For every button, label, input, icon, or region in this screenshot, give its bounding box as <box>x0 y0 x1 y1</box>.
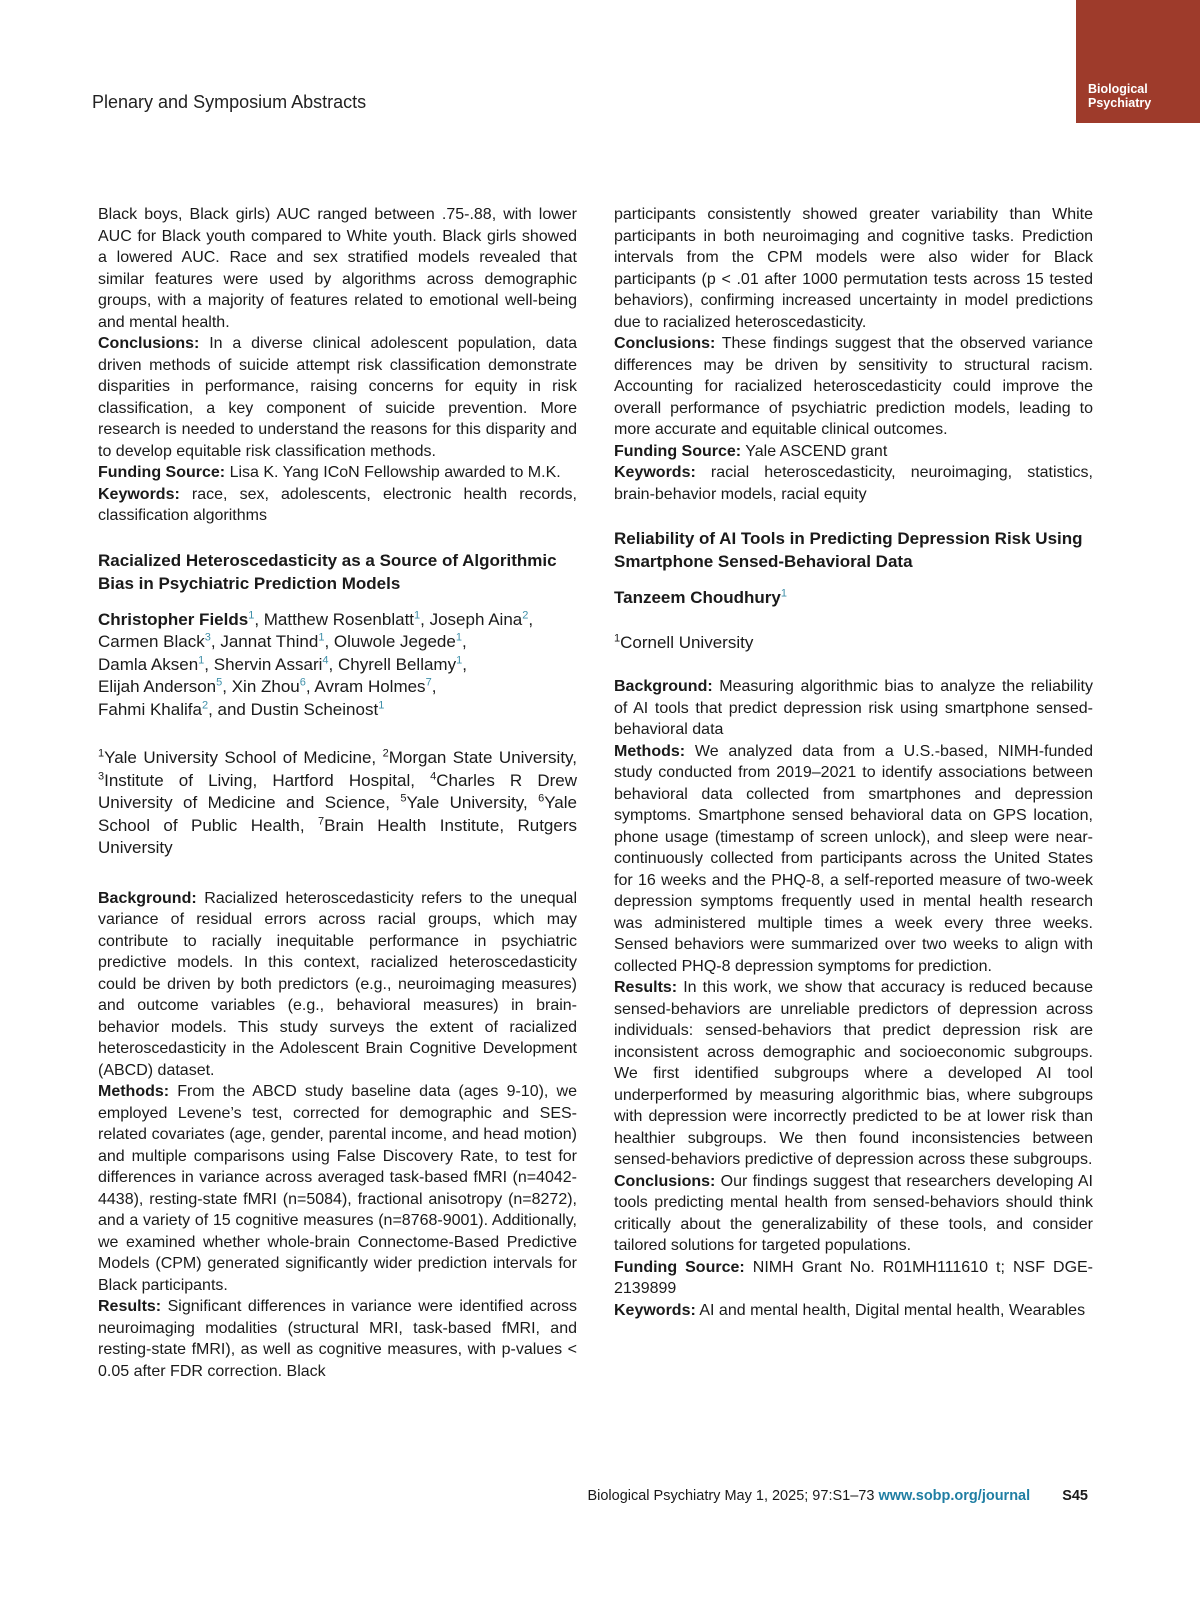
author-name: Christopher Fields <box>98 609 249 629</box>
author-affiliation-marker: 1 <box>456 653 463 666</box>
methods-label: Methods: <box>98 1083 170 1100</box>
author-separator: , <box>222 677 232 696</box>
conclusions-text: These findings suggest that the observed variance differences may be driven by sensitivity to structural racism. Accounting for racialized heteroscedasticity could improve the overall performance of psychiatric prediction models, leading to more accurate and equitable clinical outcomes. <box>614 335 1093 438</box>
author-separator: , <box>204 654 214 674</box>
author-separator: , and <box>208 699 251 719</box>
author-list <box>614 587 1093 610</box>
keywords-text: racial heteroscedasticity, neuroimaging, statistics, brain-behavior models, racial equity <box>614 464 1094 503</box>
author-affiliation-marker: 7 <box>425 676 432 689</box>
affiliation-text: Charles R Drew University of Medicine and Science, <box>98 770 577 812</box>
background-label: Background: <box>614 678 713 695</box>
affiliation-number: 2 <box>382 747 389 760</box>
affiliation-number: 4 <box>430 769 437 782</box>
author-name: Joseph Aina <box>429 609 523 629</box>
author-affiliation-marker: 2 <box>522 608 529 621</box>
results-section <box>614 977 1093 1171</box>
author-affiliation-marker: 1 <box>318 631 325 644</box>
author-affiliation-marker: 3 <box>204 631 211 644</box>
author-affiliation-marker: 4 <box>322 653 329 666</box>
results-label: Results: <box>98 1298 162 1315</box>
conclusions-label: Conclusions: <box>614 335 716 352</box>
journal-tab-line1: Biological <box>1088 82 1148 96</box>
author-name: Xin Zhou <box>231 677 300 696</box>
funding-text: Lisa K. Yang ICoN Fellowship awarded to M.K. <box>229 464 561 481</box>
funding-label: Funding Source: <box>98 464 226 481</box>
author-name: Tanzeem Choudhury <box>614 588 781 607</box>
keywords-section <box>614 462 1093 505</box>
background-label: Background: <box>98 889 197 907</box>
author-separator: , <box>324 632 334 651</box>
affiliation-text: Yale University School of Medicine, <box>104 748 383 767</box>
author-name: Elijah Anderson <box>98 677 217 696</box>
affiliation-number: 1 <box>614 631 621 644</box>
affiliation-list <box>98 747 577 860</box>
author-name: Oluwole Jegede <box>333 632 456 651</box>
abstract-title: Racialized Heteroscedasticity as a Source of Algorithmic Bias in Psychiatric Prediction Models <box>98 550 557 593</box>
funding-label: Funding Source: <box>614 442 742 460</box>
conclusions-text: Our findings suggest that researchers developing AI tools predicting mental health from sensed-behaviors should think critically about the generalizability of these tools, and consider tailored solutions for targeted populations. <box>614 1172 1094 1254</box>
author-affiliation-marker: 5 <box>216 676 223 689</box>
funding-section <box>614 1257 1093 1300</box>
author-name: Dustin Scheinost <box>250 699 379 719</box>
abstract-title: Reliability of AI Tools in Predicting Depression Risk Using Smartphone Sensed-Behavioral Data <box>614 529 1083 571</box>
conclusions-label: Conclusions: <box>98 335 200 352</box>
affiliation-number: 5 <box>400 792 407 805</box>
author-name: Carmen Black <box>98 632 205 651</box>
funding-text: Yale ASCEND grant <box>745 442 888 460</box>
affiliation-text: Cornell University <box>620 632 754 652</box>
author-name: Damla Aksen <box>98 654 199 674</box>
results-label: Results: <box>614 979 678 996</box>
conclusions-section <box>98 333 577 462</box>
conclusions-text: In a diverse clinical adolescent population, data driven methods of suicide attempt risk classification demonstrate disparities in performance, raising concerns for equity in risk classification, a key component of suicide prevention. More research is needed to understand the reasons for this disparity and to develop equitable risk classification methods. <box>98 335 577 460</box>
continued-paragraph: Black boys, Black girls) AUC ranged between .75-.88, with lower AUC for Black youth compared to White youth. Black girls showed a lowered AUC. Race and sex stratified models revealed that similar features were used by algorithms across demographic groups, with a majority of features related to emotional well-being and mental health. <box>98 206 577 331</box>
funding-section <box>614 441 1093 463</box>
author-separator: , <box>461 632 467 651</box>
author-name: Avram Holmes <box>314 677 426 696</box>
conclusions-section <box>614 333 1093 441</box>
author-name: Matthew Rosenblatt <box>263 609 415 629</box>
methods-text: From the ABCD study baseline data (ages 9-10), we employed Levene’s test, corrected for demographic and SES-related covariates (age, gender, parental income, and head motion) and multiple comparisons using False Discovery Rate, to test for differences in variance across averaged task-based fMRI (n=4042-4438), resting-state fMRI (n=5084), fractional anisotropy (n=8272), and a variety of 15 cognitive measures (n=8768-9001). Additionally, we examined whether whole-brain Connectome-Based Predictive Models (CPM) generated significantly wider prediction intervals for Black participants. <box>98 1083 577 1294</box>
author-separator: , <box>528 609 534 629</box>
author-affiliation-marker: 1 <box>780 587 787 600</box>
journal-logo-tab <box>1076 0 1200 123</box>
affiliation-text: Yale University, <box>406 793 539 812</box>
author-affiliation-marker: 1 <box>198 653 205 666</box>
background-text: Measuring algorithmic bias to analyze the reliability of AI tools that predict depression risk using smartphone sensed-behavioral data <box>614 678 1093 738</box>
author-list <box>98 609 577 722</box>
keywords-label: Keywords: <box>614 464 696 481</box>
methods-label: Methods: <box>614 742 686 760</box>
right-column <box>614 204 1093 1321</box>
background-section <box>614 676 1093 741</box>
affiliation-number: 1 <box>98 747 105 760</box>
author-affiliation-marker: 1 <box>414 608 421 621</box>
author-separator: , <box>305 677 315 696</box>
keywords-text: race, sex, adolescents, electronic health records, classification algorithms <box>98 485 578 524</box>
keywords-text: AI and mental health, Digital mental health, Wearables <box>699 1301 1086 1319</box>
author-name: Shervin Assari <box>213 654 323 674</box>
affiliation-text: Morgan State University, <box>388 748 578 767</box>
affiliation-text: Yale School of Public Health, <box>98 793 577 835</box>
conclusions-section <box>614 1171 1093 1257</box>
background-section <box>98 888 577 1082</box>
continued-paragraph: participants consistently showed greater variability than White participants in both neuroimaging and cognitive tasks. Prediction intervals from the CPM models were also wider for Black participants (p < .01 after 1000 permutation tests across 15 tested behaviors), confirming increased uncertainty in model predictions due to racialized heteroscedasticity. <box>614 206 1093 331</box>
author-name: Jannat Thind <box>220 632 319 651</box>
journal-url-link[interactable]: www.sobp.org/journal <box>878 1488 1031 1504</box>
affiliation-number: 3 <box>98 769 105 782</box>
author-separator: , <box>462 654 467 674</box>
page-number: S45 <box>1062 1488 1088 1504</box>
funding-section <box>98 462 577 484</box>
author-separator: , <box>431 677 437 696</box>
methods-section <box>98 1081 577 1296</box>
author-name: Chyrell Bellamy <box>338 654 457 674</box>
affiliation-text: Brain Health Institute, Rutgers University <box>98 815 578 857</box>
funding-text: NIMH Grant No. R01MH111610 t; NSF DGE-2139899 <box>614 1258 1094 1297</box>
keywords-label: Keywords: <box>614 1301 696 1319</box>
author-affiliation-marker: 1 <box>378 698 385 711</box>
journal-tab-line2: Psychiatry <box>1088 96 1152 110</box>
running-head: Plenary and Symposium Abstracts <box>92 92 367 112</box>
methods-text: We analyzed data from a U.S.-based, NIMH-funded study conducted from 2019–2021 to identify associations between behavioral data collected from smartphones and depression symptoms. Smartphone sensed behavioral data on GPS location, phone usage (timestamp of screen unlock), and sleep were near-continuously collected from participants across the United States for 16 weeks and the PHQ-8, a self-reported measure of two-week depression symptoms frequently used in mental health research was administered multiple times a week every three weeks. Sensed behaviors were summarized over two weeks to align with collected PHQ-8 depression symptoms for prediction. <box>614 742 1093 975</box>
keywords-label: Keywords: <box>98 485 180 503</box>
author-separator: , <box>210 632 221 651</box>
results-text: In this work, we show that accuracy is reduced because sensed-behaviors are unreliable predictors of depression across individuals: sensed-behaviors that predict depression risk are inconsistent across demographic and socioeconomic subgroups. We first identified subgroups where a developed AI tool underperformed by measuring algorithmic bias, where subgroups with depression were incorrectly predicted to be at lower risk than healthier subgroups. We then found inconsistencies between sensed-behaviors predictive of depression across these subgroups. <box>614 979 1093 1168</box>
affiliation-text: Institute of Living, Hartford Hospital, <box>104 770 431 790</box>
background-text: Racialized heteroscedasticity refers to the unequal variance of residual errors across racial groups, which may contribute to racially inequitable performance in psychiatric predictive models. In this context, racialized heteroscedasticity could be driven by both predictors (e.g., neuroimaging measures) and outcome variables (e.g., behavioral measures) in brain-behavior models. This study surveys the extent of racialized heteroscedasticity in the Adolescent Brain Cognitive Development (ABCD) dataset. <box>98 889 578 1079</box>
keywords-section <box>98 484 577 527</box>
results-text: Significant differences in variance were identified across neuroimaging modalities (structural MRI, task-based fMRI, and resting-state fMRI), as well as cognitive measures, with p-values < 0.05 after FDR correction. Black <box>98 1298 578 1380</box>
author-affiliation-marker: 2 <box>201 698 209 711</box>
methods-section <box>614 741 1093 978</box>
affiliation-number: 6 <box>538 792 545 805</box>
author-affiliation-marker: 1 <box>455 631 462 644</box>
keywords-section <box>614 1300 1093 1322</box>
affiliation-list <box>614 632 1093 655</box>
results-section <box>98 1296 577 1382</box>
author-name: Fahmi Khalifa <box>98 699 202 719</box>
author-separator: , <box>420 609 430 629</box>
author-affiliation-marker: 6 <box>299 676 306 689</box>
left-column <box>98 204 577 1382</box>
author-separator: , <box>328 654 338 674</box>
footer-citation: Biological Psychiatry May 1, 2025; 97:S1–73 <box>587 1488 875 1504</box>
conclusions-label: Conclusions: <box>614 1172 716 1190</box>
funding-label: Funding Source: <box>614 1258 745 1276</box>
author-affiliation-marker: 1 <box>248 608 255 621</box>
affiliation-number: 7 <box>318 814 325 827</box>
page-footer <box>587 1488 1088 1504</box>
author-separator: , <box>254 609 264 629</box>
